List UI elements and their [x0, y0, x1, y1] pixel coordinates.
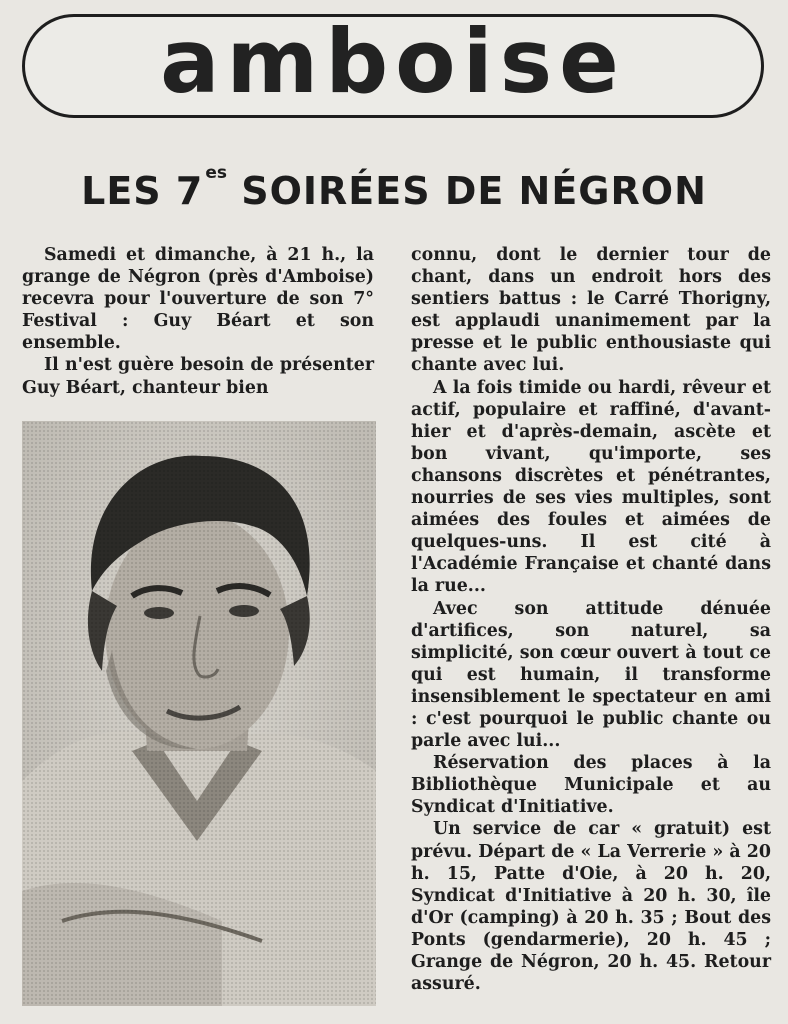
portrait-illustration — [22, 421, 376, 1006]
headline — [0, 163, 788, 213]
article-paragraph: Réservation des places à la Bibliothèque Municipale et au Syndicat d'Initiative. — [411, 753, 771, 818]
article-paragraph: Avec son attitude dénuée d'artifices, son naturel, sa simplicité, son cœur ouvert à tout ce qui est humain, il transforme insensiblement le spectateur en ami : c'est pourquoi le public chante ou parle avec lui... — [411, 598, 771, 752]
masthead — [22, 10, 764, 118]
masthead-title: amboise — [160, 10, 626, 113]
article-paragraph: Un service de car « gratuit) est prévu. Départ de « La Verrerie » à 20 h. 15, Patte d'Oie, à 20 h. 20, Syndicat d'Initiative à 20 h. 30, île d'Or (camping) à 20 h. 35 ; Bout des Ponts (gendarmerie), 20 h. 45 ; Grange de Négron, 20 h. 45. Retour assuré. — [411, 819, 771, 995]
portrait-photo — [22, 421, 376, 1006]
article-paragraph: Il n'est guère besoin de présenter Guy Béart, chanteur bien — [22, 355, 374, 398]
article-right-column — [411, 244, 771, 995]
article-paragraph: A la fois timide ou hardi, rêveur et actif, populaire et raffiné, d'avant-hier et d'après-demain, ascète et bon vivant, qu'importe, ses chansons discrètes et pénétrantes, nourries de ses vies multiples, sont aimées des foules et aimées de quelques-uns. Il est cité à l'Académie Française et chanté dans la rue... — [411, 377, 771, 597]
article-paragraph: Samedi et dimanche, à 21 h., la grange de Négron (près d'Amboise) recevra pour l'ouverture de son 7° Festival : Guy Béart et son ensemble. — [22, 245, 374, 354]
headline-main: LES 7 — [81, 169, 204, 213]
headline-superscript: es — [205, 163, 227, 183]
article-paragraph: connu, dont le dernier tour de chant, dans un endroit hors des sentiers battus : le Carré Thorigny, est applaudi unanimement par la presse et le public enthousiaste qui chante avec lui. — [411, 245, 771, 376]
article-left-column — [22, 244, 374, 399]
headline-rest: SOIRÉES DE NÉGRON — [241, 169, 707, 213]
